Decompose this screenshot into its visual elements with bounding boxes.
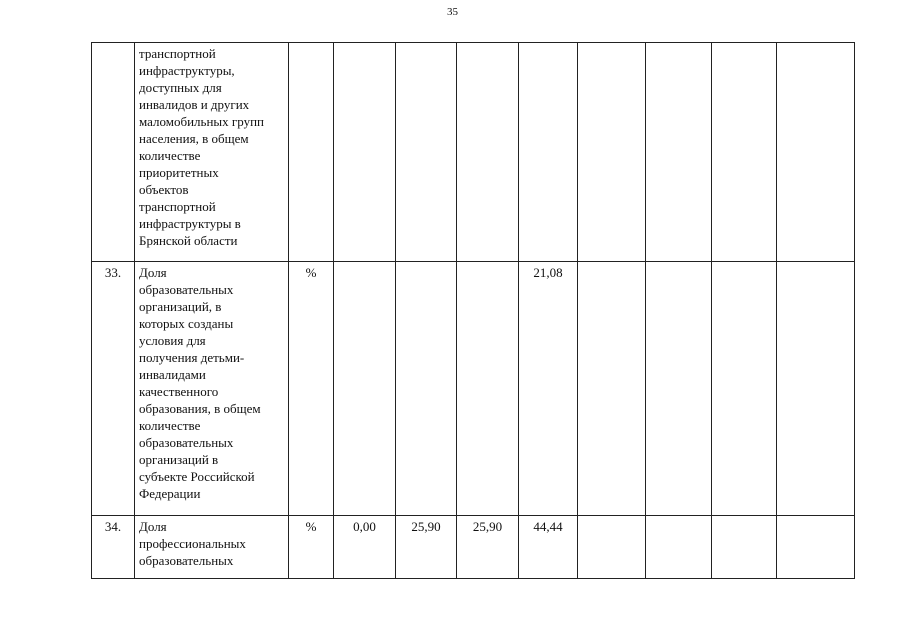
- value-cell: [457, 262, 519, 516]
- indicator-description: Доля образовательных организаций, в которых созданы условия для получения детьми- инвалидами качественного образования, в общем количестве образовательных организаций в субъекте Российской Федерации: [135, 262, 289, 516]
- value-cell: [712, 516, 777, 579]
- value-cell: 44,44: [519, 516, 578, 579]
- value-cell: [777, 262, 855, 516]
- row-number: [92, 43, 135, 262]
- value-cell: [777, 516, 855, 579]
- value-cell: 25,90: [396, 516, 457, 579]
- indicator-table: [91, 42, 855, 579]
- value-cell: [334, 43, 396, 262]
- value-cell: [396, 262, 457, 516]
- row-number: 33.: [92, 262, 135, 516]
- value-cell: [646, 262, 712, 516]
- value-cell: [578, 262, 646, 516]
- value-cell: 0,00: [334, 516, 396, 579]
- value-cell: [646, 516, 712, 579]
- table-row: [92, 516, 855, 579]
- value-cell: 21,08: [519, 262, 578, 516]
- table-body: [92, 43, 855, 579]
- value-cell: [712, 262, 777, 516]
- value-cell: [777, 43, 855, 262]
- value-cell: 25,90: [457, 516, 519, 579]
- value-cell: [457, 43, 519, 262]
- table-row: [92, 262, 855, 516]
- value-cell: [578, 43, 646, 262]
- value-cell: [334, 262, 396, 516]
- value-cell: [396, 43, 457, 262]
- row-number: 34.: [92, 516, 135, 579]
- unit-cell: %: [289, 262, 334, 516]
- unit-cell: %: [289, 516, 334, 579]
- value-cell: [519, 43, 578, 262]
- page-number: 35: [447, 6, 458, 18]
- indicator-description: Доля профессиональных образовательных: [135, 516, 289, 579]
- value-cell: [646, 43, 712, 262]
- value-cell: [712, 43, 777, 262]
- table-row: [92, 43, 855, 262]
- indicator-description: транспортной инфраструктуры, доступных для инвалидов и других маломобильных групп населения, в общем количестве приоритетных объектов транспортной инфраструктуры в Брянской области: [135, 43, 289, 262]
- value-cell: [578, 516, 646, 579]
- unit-cell: [289, 43, 334, 262]
